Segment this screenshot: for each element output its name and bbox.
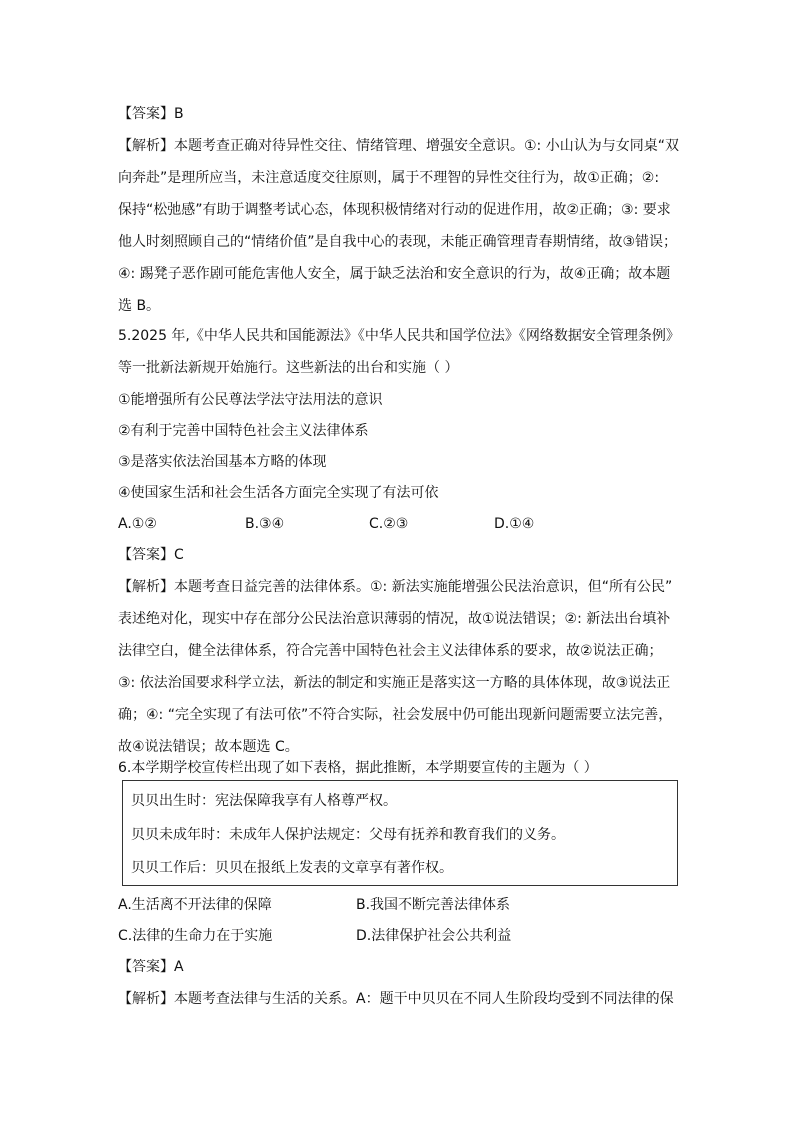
q6-answer: 【答案】A (118, 959, 184, 975)
q6-stem: 6.本学期学校宣传栏出现了如下表格，据此推断，本学期要宣传的主题为（ ） (118, 760, 598, 776)
q5-analysis-line: 确；④: “完全实现了有法可依”不符合实际，社会发展中仍可能出现新问题需要立法完善， (118, 707, 673, 723)
q6-option-d: D.法律保护社会公共利益 (356, 928, 512, 944)
q5-statement: ②有利于完善中国特色社会主义法律体系 (118, 423, 369, 439)
q4-analysis-line: 他人时刻照顾自己的“情绪价值”是自我中心的表现，未能正确管理青春期情绪，故③错误； (118, 234, 678, 250)
q5-options (118, 514, 678, 534)
q6-option-a: A.生活离不开法律的保障 (118, 897, 272, 913)
q5-option-d: D.①④ (494, 516, 535, 532)
q5-stem: 等一批新法新规开始施行。这些新法的出台和实施（ ） (118, 360, 459, 376)
q4-analysis-line: 选 B。 (118, 298, 161, 314)
q6-option-b: B.我国不断完善法律体系 (356, 897, 511, 913)
q6-table (122, 780, 678, 886)
q6-options-row-1 (118, 895, 678, 915)
q5-analysis-line: 故④说法错误；故本题选 C。 (118, 739, 299, 755)
q5-statement: ④使国家生活和社会生活各方面完全实现了有法可依 (118, 485, 439, 501)
q5-analysis-line: 【解析】本题考查日益完善的法律体系。①: 新法实施能增强公民法治意识，但“所有公民” (118, 579, 673, 595)
q5-analysis-line: ③: 依法治国要求科学立法，新法的制定和实施正是落实这一方略的具体体现，故③说法正 (118, 675, 671, 691)
q6-analysis-line: 【解析】本题考查法律与生活的关系。A：题干中贝贝在不同人生阶段均受到不同法律的保 (118, 991, 674, 1007)
q4-analysis-line: 【解析】本题考查正确对待异性交往、情绪管理、增强安全意识。①: 小山认为与女同桌“双 (118, 138, 679, 154)
q6-table-row: 贝贝出生时：宪法保障我享有人格尊严权。 (131, 793, 397, 809)
q5-answer: 【答案】C (118, 547, 184, 563)
q6-table-row: 贝贝未成年时：未成年人保护法规定：父母有抚养和教育我们的义务。 (131, 827, 565, 843)
q4-analysis-line: 向奔赴”是理所应当，未注意适度交往原则，属于不理智的异性交往行为，故①正确；②: (118, 170, 660, 186)
q5-option-c: C.②③ (369, 516, 409, 532)
q5-option-a: A.①② (118, 516, 157, 532)
q5-statement: ③是落实依法治国基本方略的体现 (118, 454, 327, 470)
q4-answer: 【答案】B (118, 106, 184, 122)
q6-options-row-2 (118, 926, 678, 946)
q4-analysis-line: ④: 踢凳子恶作剧可能危害他人安全，属于缺乏法治和安全意识的行为，故④正确；故本题 (118, 266, 671, 282)
q4-analysis-line: 保持“松弛感”有助于调整考试心态，体现积极情绪对行动的促进作用，故②正确；③: 要求 (118, 202, 671, 218)
q5-stem: 5.2025 年,《中华人民共和国能源法》《中华人民共和国学位法》《网络数据安全管理条例》 (118, 328, 680, 344)
q5-statement: ①能增强所有公民尊法学法守法用法的意识 (118, 392, 383, 408)
q5-analysis-line: 表述绝对化，现实中存在部分公民法治意识薄弱的情况，故①说法错误；②: 新法出台填补 (118, 611, 671, 627)
q6-table-row: 贝贝工作后：贝贝在报纸上发表的文章享有著作权。 (131, 860, 453, 876)
q5-analysis-line: 法律空白，健全法律体系，符合完善中国特色社会主义法律体系的要求，故②说法正确； (118, 643, 663, 659)
q6-option-c: C.法律的生命力在于实施 (118, 928, 273, 944)
q5-option-b: B.③④ (245, 516, 285, 532)
